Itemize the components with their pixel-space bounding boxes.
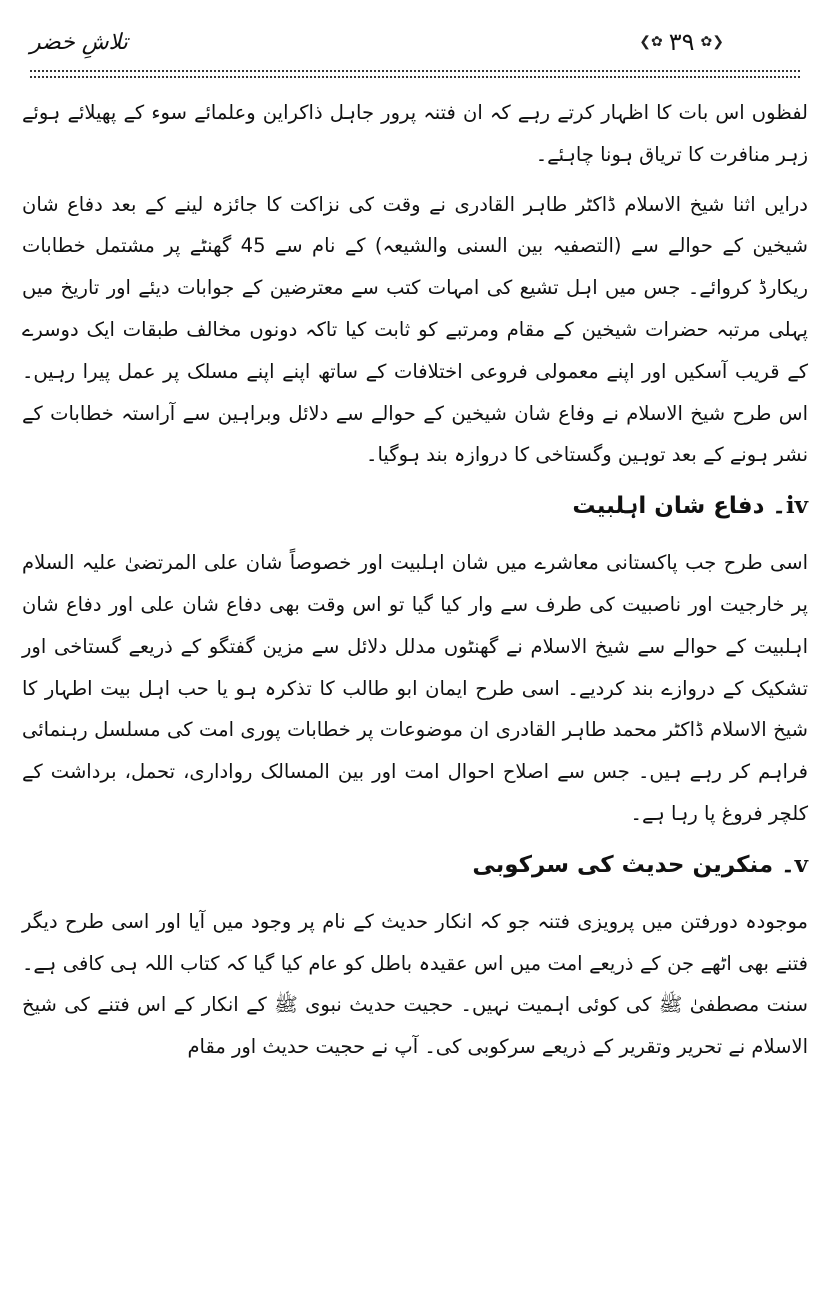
section-heading-iv: [22, 484, 808, 528]
section-number: v: [794, 850, 808, 878]
header-divider: [30, 70, 800, 72]
section-number: iv: [785, 492, 808, 520]
paragraph: درایں اثنا شیخ الاسلام ڈاکٹر طاہر القادری نے وقت کی نزاکت کا جائزہ لینے کے بعد دفاع شان شیخین کے حوالے سے (التصفیہ بین السنی والشیعہ) کے نام سے 45 گھنٹے پر مشتمل خطابات ریکارڈ کروائے۔ جس میں اہل تشیع کی امہات کتب سے معترضین کے جوابات دیئے اور تاریخ میں پہلی مرتبہ حضرات شیخین کے مقام ومرتبے کو ثابت کیا تاکہ دونوں مخالف طبقات ایک دوسرے کے قریب آسکیں اور اپنے معمولی فروعی اختلافات کے ساتھ اپنے اپنے مسلک پر عمل پیرا رہیں۔ اس طرح شیخ الاسلام نے وفاع شان شیخین کے حوالے سے دلائل وبراہین سے آراستہ خطابات کے نشر ہونے کے بعد توہین وگستاخی کا دروازہ بند ہوگیا۔: [22, 192, 808, 467]
page-number-block: [639, 28, 724, 56]
paragraph: اسی طرح جب پاکستانی معاشرے میں شان اہلبیت اور خصوصاً شان علی المرتضیٰ علیہ السلام پر خارجیت اور ناصبیت کی طرف سے وار کیا گیا تو اس وقت بھی دفاع شان علی اور دفاع شان اہلبیت کے حوالے سے شیخ الاسلام نے گھنٹوں مدلل دلائل سے مزین گفتگو کے ذریعے گستاخی اور تشکیک کے دروازے بند کردیے۔ اسی طرح ایمان ابو طالب کا تذکرہ ہو یا حب اہل بیت اطہار کا شیخ الاسلام ڈاکٹر محمد طاہر القادری ان موضوعات پر خطابات پوری امت کی مسلسل رہنمائی فراہم کر رہے ہیں۔ جس سے اصلاح احوال امت اور بین المسالک رواداری، تحمل، برداشت کے کلچر فروغ پا رہا ہے۔: [22, 551, 808, 825]
header-divider-secondary: [30, 76, 800, 78]
section-title: ۔ دفاع شان اہلبیت: [572, 493, 786, 520]
section-heading-v: [22, 843, 808, 887]
ornament-left-icon: ❮✿: [639, 34, 663, 50]
main-text: [16, 72, 814, 1068]
paragraph: لفظوں اس بات کا اظہار کرتے رہے کہ ان فتنہ پرور جاہل ذاکراین وعلمائے سوء کے پھیلائے ہوئے زہر منافرت کا تریاق ہونا چاہئے۔: [22, 101, 808, 166]
running-header: [16, 0, 814, 72]
ornament-right-icon: ✿❯: [700, 34, 724, 50]
book-title: تلاشِ خضر: [30, 30, 128, 55]
page-number: ۳۹: [668, 28, 695, 56]
section-title: ۔ منکرین حدیث کی سرکوبی: [472, 851, 795, 878]
paragraph: موجودہ دورفتن میں پرویزی فتنہ جو کہ انکار حدیث کے نام پر وجود میں آیا اور اسی طرح دیگر فتنے بھی اٹھے جن کے ذریعے امت میں اس عقیدہ باطل کو عام کیا گیا کہ کتاب اللہ ہی کافی ہے۔ سنت مصطفیٰ ﷺ کی کوئی اہمیت نہیں۔ حجیت حدیث نبوی ﷺ کے انکار کے اس فتنے کی شیخ الاسلام نے تحریر وتقریر کے ذریعے سرکوبی کی۔ آپ نے حجیت حدیث اور مقام: [22, 909, 808, 1059]
